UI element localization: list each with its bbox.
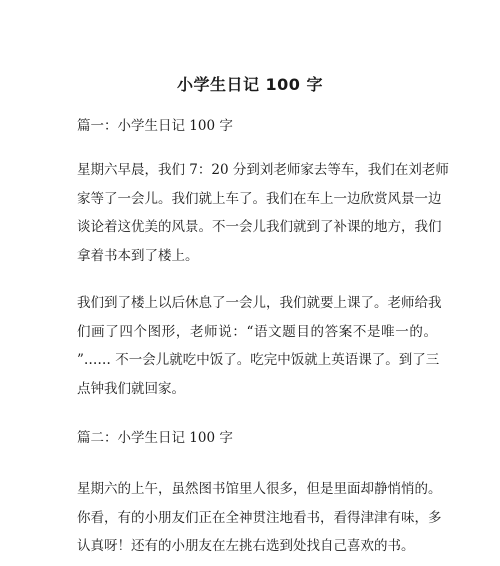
paragraph-line: 你看，有的小朋友们正在全神贯注地看书，看得津津有味，多 xyxy=(77,509,442,526)
paragraph-line: 谈论着这优美的风景。不一会儿我们就到了补课的地方，我们 xyxy=(77,219,442,235)
paragraph-line: ”…… 不一会儿就吃中饭了。吃完中饭就上英语课了。到了三 xyxy=(77,352,440,368)
paragraph-line: 点钟我们就回家。 xyxy=(77,380,185,397)
paragraph xyxy=(77,160,449,274)
paragraph-line: 们画了四个图形，老师说：“语文题目的答案不是唯一的。 xyxy=(77,323,437,340)
paragraph-line: 星期六的上午，虽然图书馆里人很多，但是里面却静悄悄的。 xyxy=(77,481,442,497)
paragraph-line: 拿着书本到了楼上。 xyxy=(77,247,199,264)
paragraph-line: 认真呀！还有的小朋友在左挑右选到处找自己喜欢的书。 xyxy=(77,538,415,554)
paragraph xyxy=(77,293,442,407)
section-heading: 篇一：小学生日记 100 字 xyxy=(77,118,233,134)
paragraph-line: 星期六早晨，我们 7：20 分到刘老师家去等车，我们在刘老师 xyxy=(77,162,449,178)
paragraph-line: 家等了一会儿。我们就上车了。我们在车上一边欣赏风景一边 xyxy=(77,190,442,207)
document-title: 小学生日记 100 字 xyxy=(176,75,324,94)
paragraph xyxy=(77,479,442,565)
section-heading: 篇二：小学生日记 100 字 xyxy=(77,430,233,446)
paragraph-line: 我们到了楼上以后休息了一会儿，我们就要上课了。老师给我 xyxy=(77,295,442,311)
